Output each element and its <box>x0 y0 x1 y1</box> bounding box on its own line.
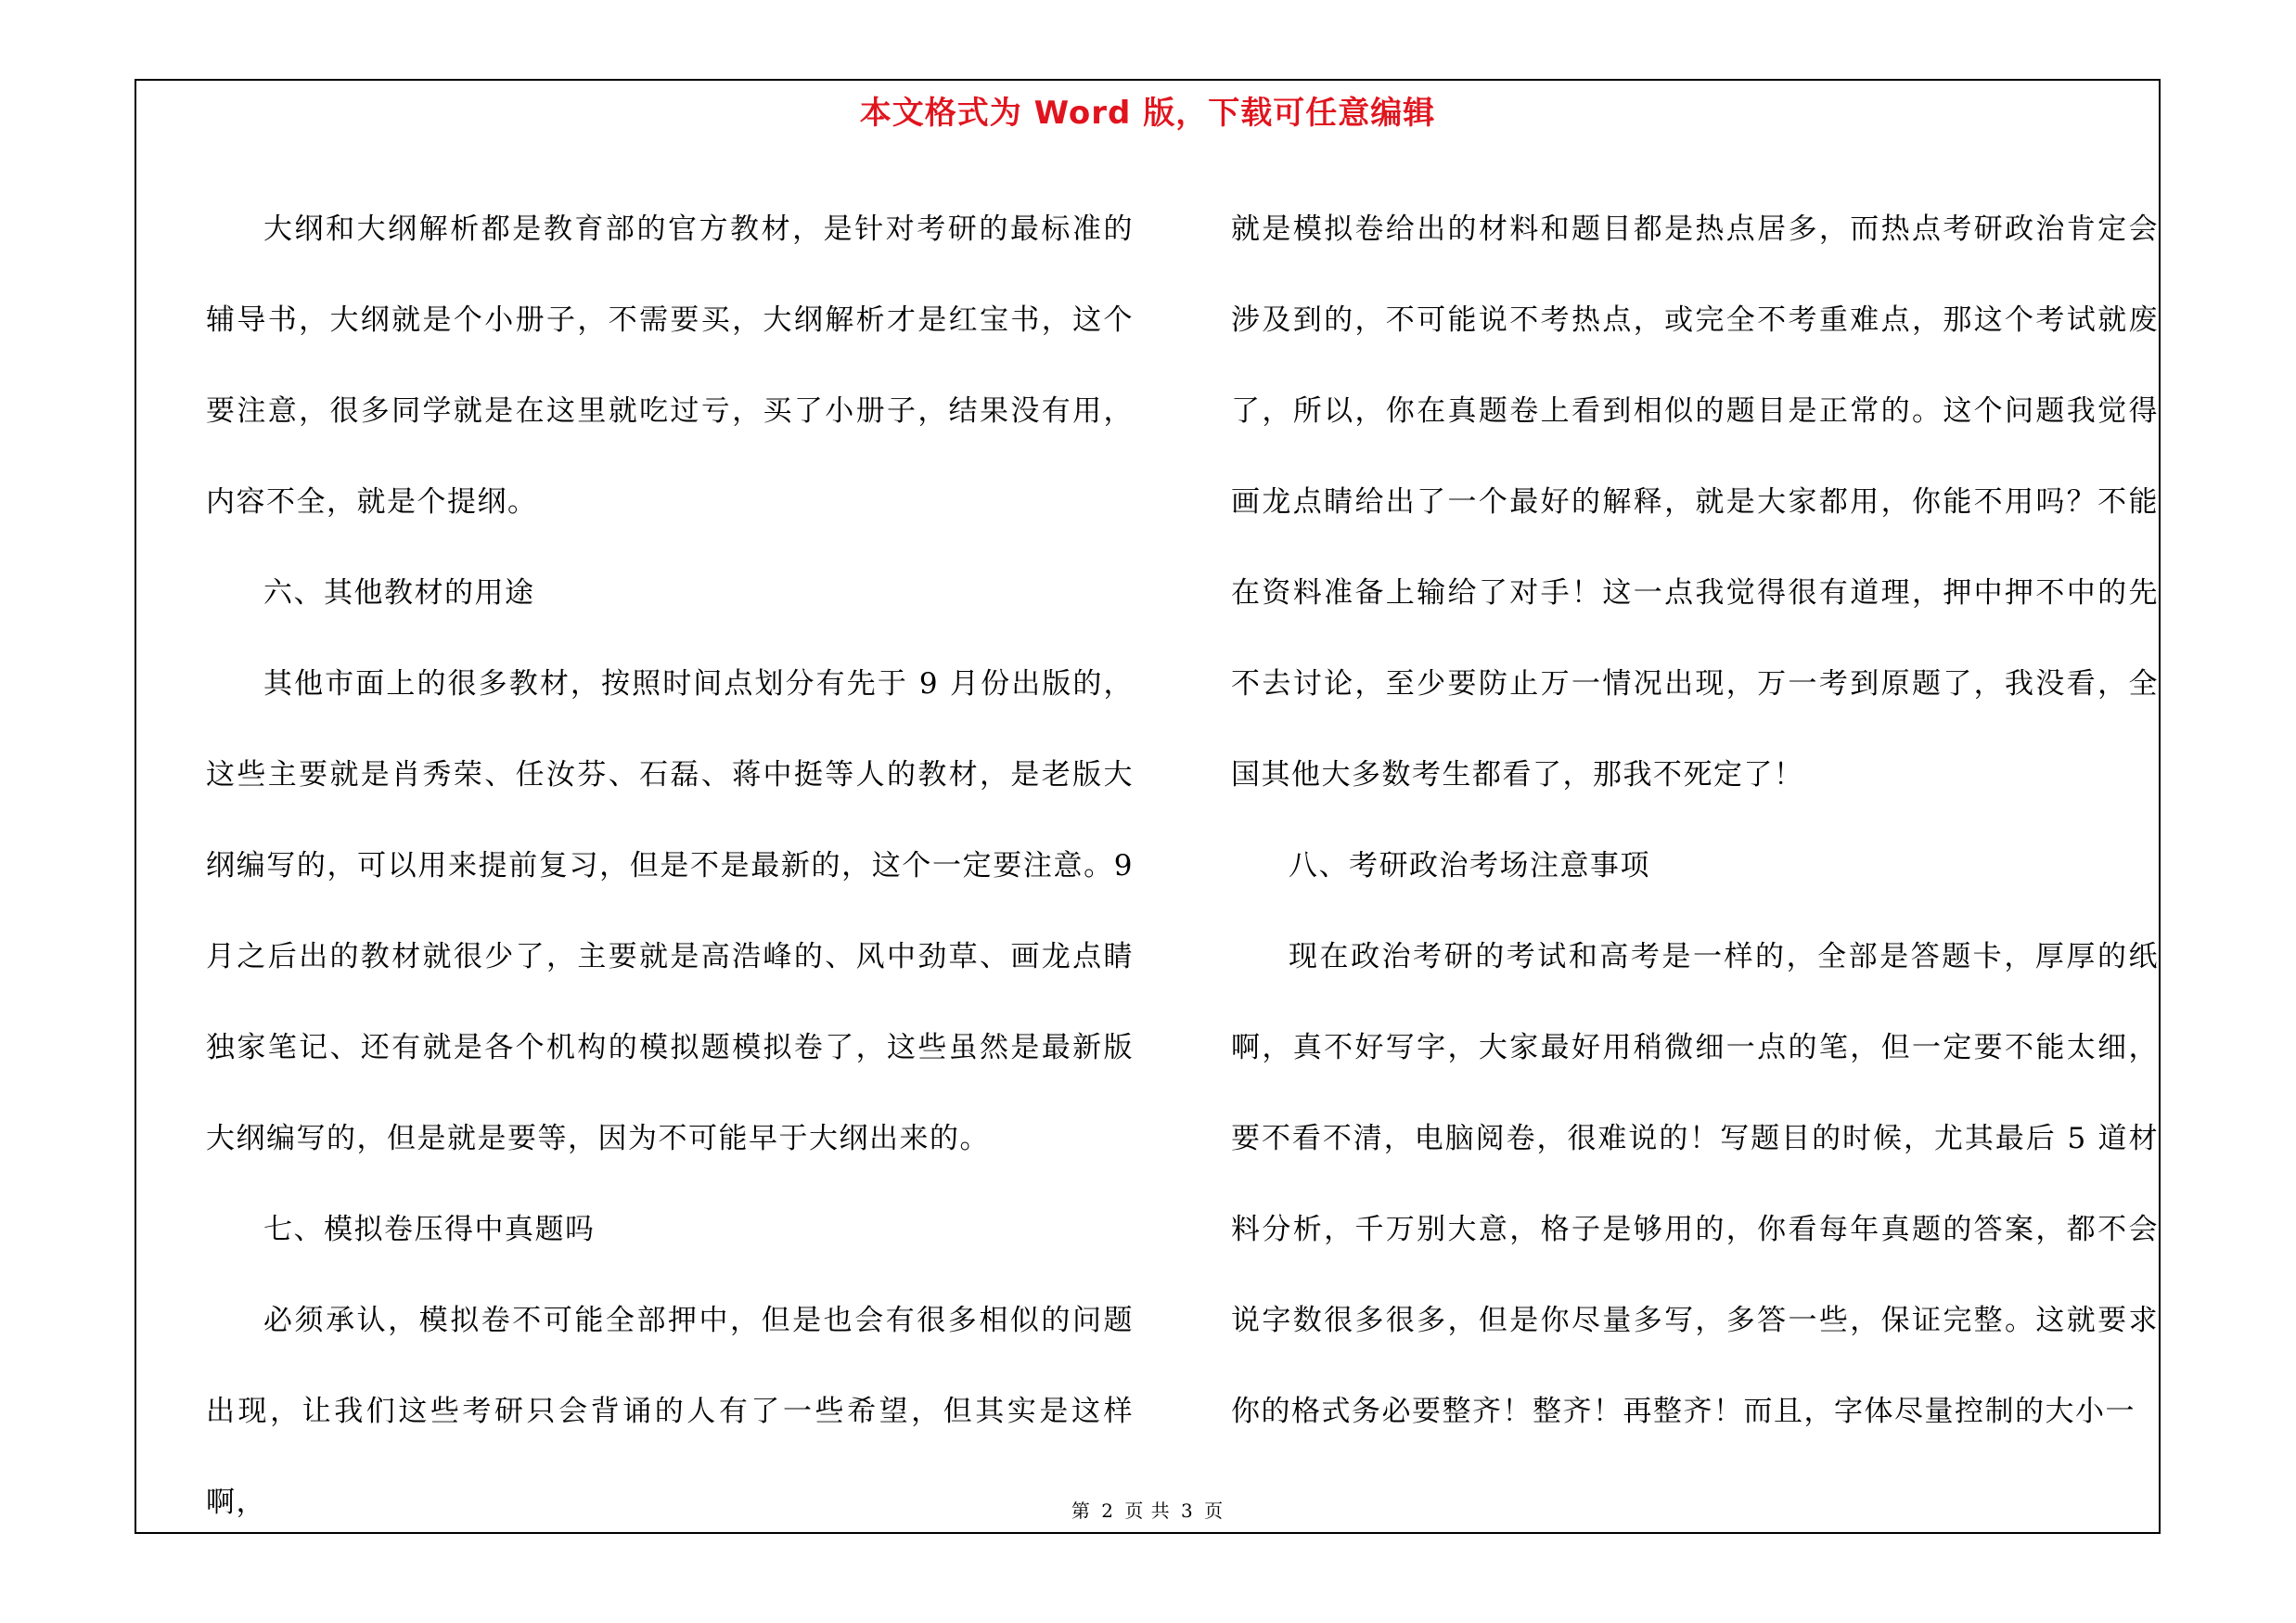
right-column <box>1231 184 2159 1457</box>
total-page-count: 3 <box>1181 1500 1194 1522</box>
section-heading-7: 七、模拟卷压得中真题吗 <box>263 1213 596 1246</box>
current-page-number: 2 <box>1101 1500 1114 1522</box>
right-paragraph-2: 现在政治考研的考试和高考是一样的，全部是答题卡，厚厚的纸啊，真不好写字，大家最好用稍微细一点的笔，但一定要不能太细，要不看不清，电脑阅卷，很难说的！写题目的时候，尤其最后 5 道材料分析，千万别大意，格子是够用的，你看每年真题的答案，都不会说字数很多很多，但是你尽量多写，多答一些，保证完整。这就要求你的格式务必要整齐！整齐！再整齐！而且，字体尽量控制的大小一 <box>1231 940 2159 1428</box>
left-paragraph-2: 其他市面上的很多教材，按照时间点划分有先于 9 月份出版的，这些主要就是肖秀荣、任汝芬、石磊、蒋中挺等人的教材，是老版大纲编写的，可以用来提前复习，但是不是最新的，这个一定要注意。9 月之后出的教材就很少了，主要就是高浩峰的、风中劲草、画龙点睛独家笔记、还有就是各个机构的模拟题模拟卷了，这些虽然是最新版大纲编写的，但是就是要等，因为不可能早于大纲出来的。 <box>206 667 1134 1155</box>
footer-middle: 页 共 <box>1124 1500 1171 1522</box>
left-paragraph-3: 必须承认，模拟卷不可能全部押中，但是也会有很多相似的问题出现，让我们这些考研只会背诵的人有了一些希望，但其实是这样啊， <box>206 1304 1134 1519</box>
section-heading-8: 八、考研政治考场注意事项 <box>1289 849 1650 882</box>
left-column <box>206 184 1134 1548</box>
format-notice-banner: 本文格式为 Word 版，下载可任意编辑 <box>859 95 1436 132</box>
section-heading-6: 六、其他教材的用途 <box>263 576 535 610</box>
page-number-footer <box>135 1496 2161 1523</box>
footer-prefix: 第 <box>1071 1500 1091 1522</box>
right-paragraph-1: 就是模拟卷给出的材料和题目都是热点居多，而热点考研政治肯定会涉及到的，不可能说不考热点，或完全不考重难点，那这个考试就废了，所以，你在真题卷上看到相似的题目是正常的。这个问题我觉得画龙点睛给出了一个最好的解释，就是大家都用，你能不用吗？不能在资料准备上输给了对手！这一点我觉得很有道理，押中押不中的先不去讨论，至少要防止万一情况出现，万一考到原题了，我没看，全国其他大多数考生都看了，那我不死定了！ <box>1231 213 2159 792</box>
footer-suffix: 页 <box>1204 1500 1225 1522</box>
left-paragraph-1: 大纲和大纲解析都是教育部的官方教材，是针对考研的最标准的辅导书，大纲就是个小册子，不需要买，大纲解析才是红宝书，这个要注意，很多同学就是在这里就吃过亏，买了小册子，结果没有用，内容不全，就是个提纲。 <box>206 213 1134 519</box>
